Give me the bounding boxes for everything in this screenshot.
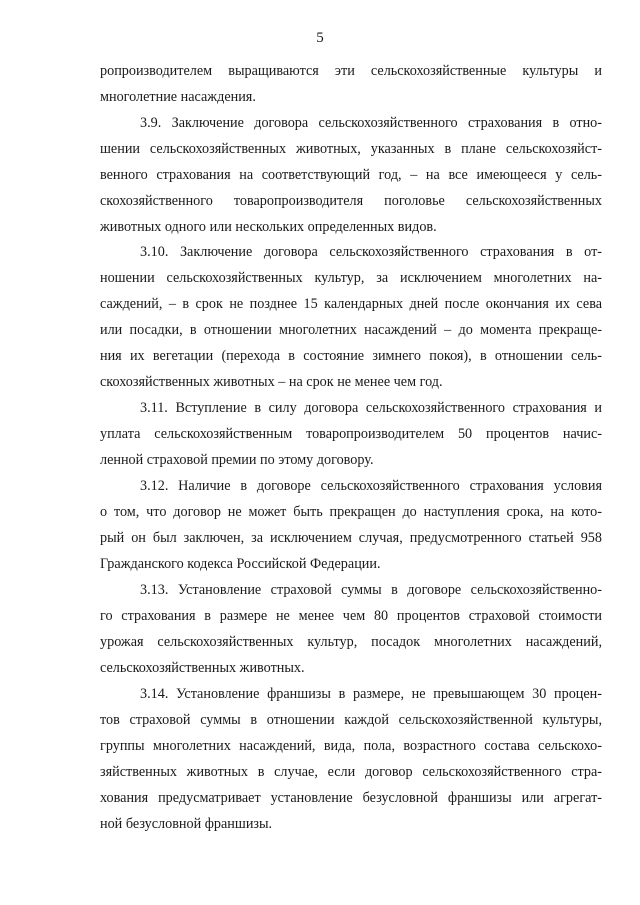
page-number: 5 [316, 30, 324, 46]
text-line: животных одного или нескольких определенных видов. [100, 219, 437, 235]
text-line: группы многолетних насаждений, вида, пола, возрастного состава сельскохо- [100, 738, 602, 754]
text-line: зяйственных животных в случае, если договор сельскохозяйственного стра- [100, 764, 602, 780]
text-line: венного страхования на соответствующий год, – на все имеющееся у сель- [100, 167, 602, 183]
text-line: скохозяйственных животных – на срок не менее чем год. [100, 374, 443, 390]
text-line: ропроизводителем выращиваются эти сельскохозяйственные культуры и [100, 63, 602, 79]
text-line: ной безусловной франшизы. [100, 816, 273, 832]
paragraph-first-line: 3.11. Вступление в силу договора сельскохозяйственного страхования и [140, 400, 602, 416]
text-line: ленной страховой премии по этому договору. [100, 452, 374, 468]
paragraph-first-line: 3.14. Установление франшизы в размере, не превышающем 30 процен- [140, 686, 602, 702]
text-line: скохозяйственного товаропроизводителя поголовье сельскохозяйственных [100, 193, 602, 209]
text-line: рый он был заключен, за исключением случая, предусмотренного статьей 958 [100, 530, 602, 546]
text-line: шении сельскохозяйственных животных, указанных в плане сельскохозяйст- [100, 141, 602, 157]
text-line: о том, что договор не может быть прекращен до наступления срока, на кото- [100, 504, 602, 520]
text-line: саждений, – в срок не позднее 15 календарных дней после окончания их сева [100, 296, 602, 312]
paragraph-first-line: 3.13. Установление страховой суммы в договоре сельскохозяйственно- [140, 582, 602, 598]
text-line: урожая сельскохозяйственных культур, посадок многолетних насаждений, [100, 634, 602, 650]
text-line: ношении сельскохозяйственных культур, за исключением многолетних на- [100, 270, 602, 286]
text-line: го страхования в размере не менее чем 80 процентов страховой стоимости [100, 608, 602, 624]
text-line: Гражданского кодекса Российской Федерации. [100, 556, 381, 572]
text-line: тов страховой суммы в отношении каждой сельскохозяйственной культуры, [100, 712, 602, 728]
text-line: многолетние насаждения. [100, 89, 256, 105]
text-line: ния их вегетации (перехода в состояние зимнего покоя), в отношении сель- [100, 348, 602, 364]
text-line: уплата сельскохозяйственным товаропроизводителем 50 процентов начис- [100, 426, 602, 442]
text-line: сельскохозяйственных животных. [100, 660, 305, 676]
text-line: или посадки, в отношении многолетних насаждений – до момента прекраще- [100, 322, 602, 338]
paragraph-first-line: 3.10. Заключение договора сельскохозяйственного страхования в от- [140, 244, 602, 260]
paragraph-first-line: 3.9. Заключение договора сельскохозяйственного страхования в отно- [140, 115, 602, 131]
paragraph-first-line: 3.12. Наличие в договоре сельскохозяйственного страхования условия [140, 478, 602, 494]
text-line: хования предусматривает установление безусловной франшизы или агрегат- [100, 790, 602, 806]
